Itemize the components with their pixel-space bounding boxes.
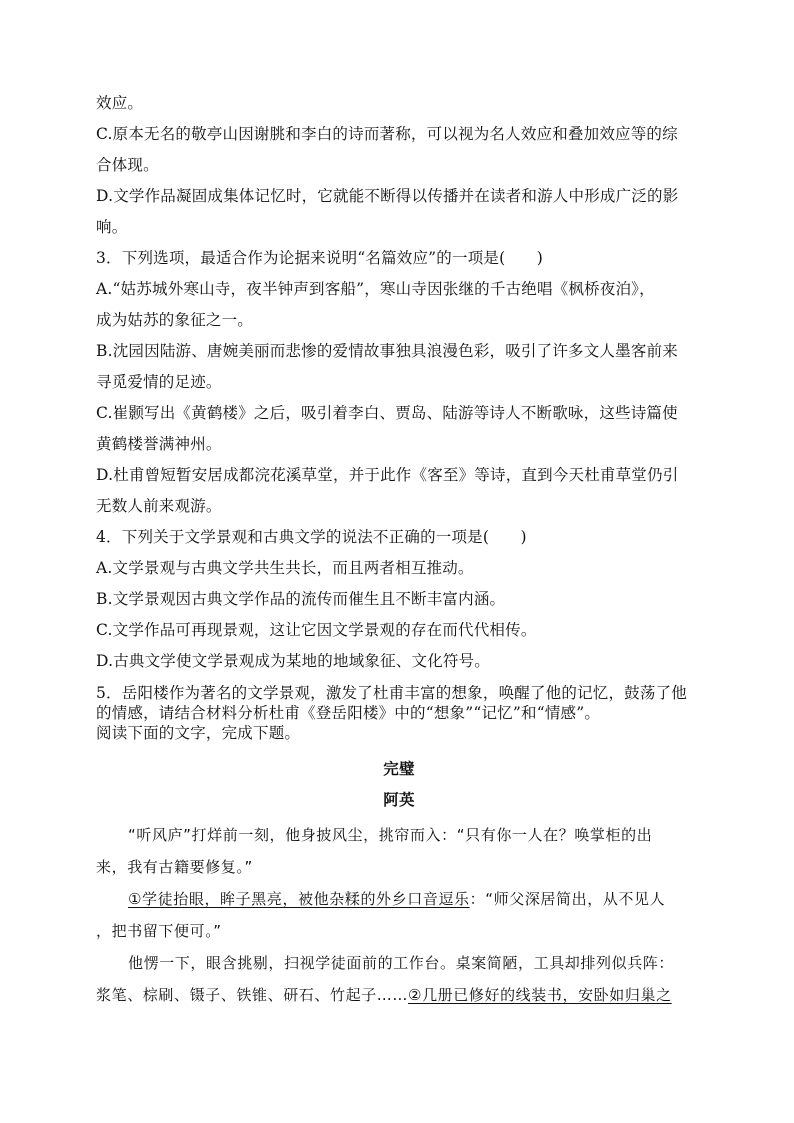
q3-option-b-cont: 寻觅爱情的足迹。 [96, 373, 222, 391]
q3-option-b: B.沈园因陆游、唐婉美丽而悲惨的爱情故事独具浪漫色彩，吸引了许多文人墨客前来 [96, 342, 678, 360]
document-page [96, 88, 702, 1011]
story-author: 阿英 [383, 790, 415, 809]
q5-stem-cont: 的情感，请结合材料分析杜甫《登岳阳楼》中的“想象”“记忆”和“情感”。 [96, 704, 601, 722]
q3-option-d: D.杜甫曾短暂安居成都浣花溪草堂，并于此作《客至》等诗，直到今天杜甫草堂仍引 [96, 466, 679, 484]
reading-instruction: 阅读下面的文字，完成下题。 [96, 724, 301, 742]
q3-option-d-cont: 无数人前来观游。 [96, 497, 222, 515]
q3-stem: 3．下列选项，最适合作为论据来说明“名篇效应”的一项是( ) [96, 249, 544, 267]
q4-option-d: D.古典文学使文学景观成为某地的地域象征、文化符号。 [96, 652, 491, 670]
q4-option-a: A.文学景观与古典文学共生共长，而且两者相互推动。 [96, 559, 474, 577]
story-paragraph-2-rest: ：“师父深居简出，从不见人 [469, 890, 666, 908]
story-title: 完璧 [383, 759, 415, 778]
tools-list: 浆笔、棕刷、镊子、铁锥、研石、竹起子…… [96, 986, 409, 1004]
q5-stem: 5．岳阳楼作为著名的文学景观，激发了杜甫丰富的想象，唤醒了他的记忆，鼓荡了他 [96, 684, 687, 702]
q3-option-a: A.“姑苏城外寒山寺，夜半钟声到客船”，寒山寺因张继的千古绝唱《枫桥夜泊》， [96, 280, 655, 298]
story-paragraph-3-cont [96, 979, 702, 1011]
q4-option-c: C.文学作品可再现景观，这让它因文学景观的存在而代代相传。 [96, 621, 537, 639]
q2-option-d: D.文学作品凝固成集体记忆时，它就能不断得以传播并在读者和游人中形成广泛的影 [96, 187, 679, 205]
underlined-sentence-1: ①学徒抬眼，眸子黑亮，被他杂糅的外乡口音逗乐 [128, 890, 470, 908]
underlined-sentence-2: ②几册已修好的线装书，安卧如归巢之 [408, 986, 672, 1004]
q4-stem: 4．下列关于文学景观和古典文学的说法不正确的一项是( ) [96, 528, 527, 546]
q4-option-b: B.文学景观因古典文学作品的流传而催生且不断丰富内涵。 [96, 590, 506, 608]
q2-option-c-cont: 合体现。 [96, 156, 159, 174]
q3-option-a-cont: 成为姑苏的象征之一。 [96, 311, 254, 329]
q2-option-c: C.原本无名的敬亭山因谢朓和李白的诗而著称，可以视为名人效应和叠加效应等的综 [96, 125, 678, 143]
story-paragraph-3: 他愣一下，眼含挑剔，扫视学徒面前的工作台。桌案简陋，工具却排列似兵阵： [128, 954, 675, 972]
story-paragraph-2 [96, 883, 702, 915]
q2-text: 效应。 [96, 94, 144, 112]
story-paragraph-1-cont: 来，我有古籍要修复。” [96, 858, 253, 876]
q3-option-c-cont: 黄鹤楼誉满神州。 [96, 435, 222, 453]
q3-option-c: C.崔颢写出《黄鹤楼》之后，吸引着李白、贾岛、陆游等诗人不断歌咏，这些诗篇使 [96, 404, 678, 422]
q2-option-d-cont: 响。 [96, 218, 128, 236]
story-paragraph-1: “听风庐”打烊前一刻，他身披风尘，挑帘而入：“只有你一人在？唤掌柜的出 [128, 826, 653, 844]
story-paragraph-2-cont: ，把书留下便可。” [96, 922, 222, 940]
